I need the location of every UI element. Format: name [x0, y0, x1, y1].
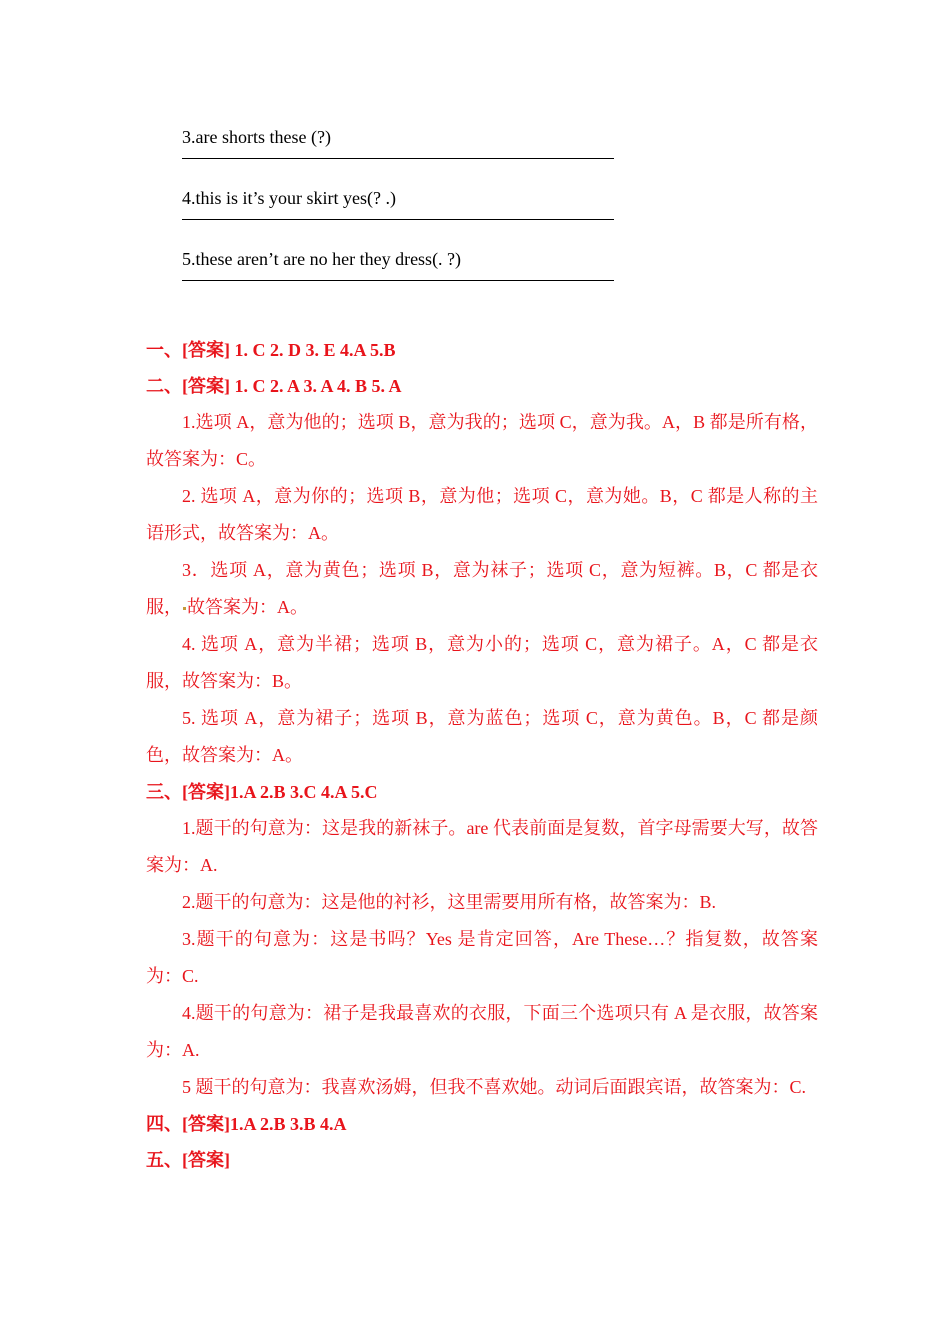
answer-blank[interactable]: [182, 158, 614, 159]
section-2-answer-heading: 二、[答案] 1. C 2. A 3. A 4. B 5. A: [146, 376, 402, 396]
section-3-explanation-4: 4.题干的句意为：裙子是我最喜欢的衣服，下面三个选项只有 A 是衣服，故答案为：A.: [146, 1003, 818, 1060]
section-4-answer-heading: 四、[答案]1.A 2.B 3.B 4.A: [146, 1114, 347, 1134]
section-2-explanation-3: [146, 552, 818, 626]
explanation-text: 3．选项 A，意为黄色；选项 B，意为袜子；选项 C，意为短裤。B，C 都是衣服，: [146, 560, 818, 617]
section-2-explanation-5: 5. 选项 A，意为裙子；选项 B，意为蓝色；选项 C，意为黄色。B，C 都是颜色，故答案为：A。: [146, 708, 818, 765]
stray-mark: [183, 607, 186, 610]
explanation-answer: 故答案为：A。: [187, 597, 308, 617]
section-3-answer-heading: 三、[答案]1.A 2.B 3.C 4.A 5.C: [146, 782, 378, 802]
question-3: [182, 126, 622, 159]
question-text: 3.are shorts these (?): [182, 127, 331, 147]
question-4: [182, 187, 622, 220]
question-text: 4.this is it’s your skirt yes(? .): [182, 188, 396, 208]
section-3-explanation-2: 2.题干的句意为：这是他的衬衫，这里需要用所有格，故答案为：B.: [182, 892, 717, 912]
section-2-explanation-1: 1.选项 A，意为他的；选项 B，意为我的；选项 C，意为我。A，B 都是所有格，故答案为：C。: [146, 412, 818, 469]
section-3-explanation-1: 1.题干的句意为：这是我的新袜子。are 代表前面是复数，首字母需要大写，故答案为：A.: [146, 818, 818, 875]
question-text: 5.these aren’t are no her they dress(. ?): [182, 249, 462, 269]
section-2-explanation-4: 4. 选项 A，意为半裙；选项 B，意为小的；选项 C，意为裙子。A，C 都是衣服，故答案为：B。: [146, 634, 818, 691]
question-5: [182, 248, 622, 281]
answer-blank[interactable]: [182, 219, 614, 220]
section-2-explanation-2: 2. 选项 A，意为你的；选项 B，意为他；选项 C，意为她。B，C 都是人称的主语形式，故答案为：A。: [146, 486, 818, 543]
section-1-answer-heading: 一、[答案] 1. C 2. D 3. E 4.A 5.B: [146, 340, 396, 360]
section-3-explanation-5: 5 题干的句意为：我喜欢汤姆，但我不喜欢她。动词后面跟宾语，故答案为：C.: [182, 1077, 807, 1097]
answer-blank[interactable]: [182, 280, 614, 281]
answer-key: [146, 332, 818, 1178]
section-3-explanation-3: 3.题干的句意为：这是书吗？Yes 是肯定回答，Are These…？指复数，故答案为：C.: [146, 929, 818, 986]
section-5-answer-heading: 五、[答案]: [146, 1150, 230, 1170]
